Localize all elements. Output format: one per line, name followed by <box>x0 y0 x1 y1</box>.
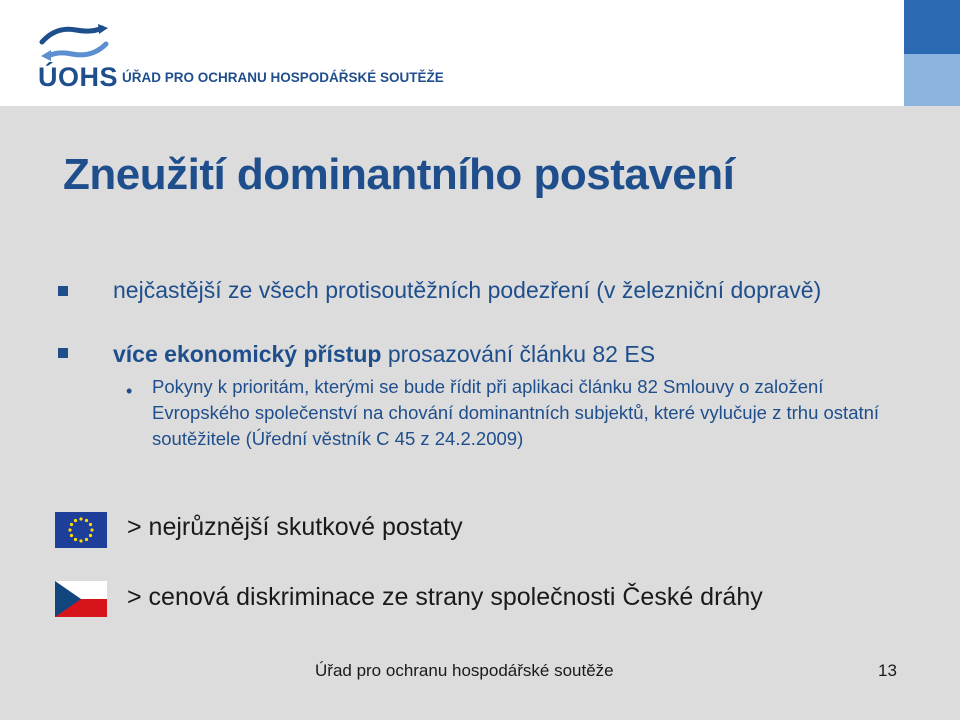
czech-flag-icon <box>55 581 107 617</box>
logo-arrows-icon <box>36 24 116 64</box>
flag-row-text-cz: > cenová diskriminace ze strany společnosti České dráhy <box>127 583 763 611</box>
bullet-square-icon <box>58 348 68 358</box>
bullet-square-icon <box>58 286 68 296</box>
eu-star-icon <box>89 534 92 537</box>
bullet-rest: prosazování článku 82 ES <box>381 341 656 367</box>
page-number: 13 <box>878 661 897 680</box>
bullet-text <box>113 339 873 369</box>
eu-star-icon <box>74 538 77 541</box>
header <box>0 0 960 106</box>
eu-star-icon <box>79 517 82 520</box>
flag-row-text-eu: > nejrůznější skutkové postaty <box>127 513 463 541</box>
eu-star-icon <box>70 523 73 526</box>
corner-block-dark <box>904 0 960 54</box>
eu-star-icon <box>85 519 88 522</box>
sub-bullet-text: Pokyny k prioritám, kterými se bude řídit při aplikaci článku 82 Smlouvy o založení Evropského společenství na chování dominantních subjektů, které vylučuje z trhu ostatní soutěžitele (Úřední věstník C 45 z 24.2.2009) <box>152 376 880 449</box>
eu-star-icon <box>68 528 71 531</box>
eu-star-icon <box>90 528 93 531</box>
eu-star-icon <box>74 519 77 522</box>
eu-star-icon <box>85 538 88 541</box>
slide-title: Zneužití dominantního postavení <box>63 150 735 199</box>
bullet-emphasis: více ekonomický přístup <box>113 341 382 367</box>
eu-flag-icon <box>55 512 107 548</box>
eu-star-icon <box>70 534 73 537</box>
logo-abbreviation: ÚOHS <box>38 62 119 92</box>
eu-star-icon <box>89 523 92 526</box>
sub-bullet-dot-icon: • <box>126 381 133 401</box>
footer-text: Úřad pro ochranu hospodářské soutěže <box>315 661 614 680</box>
eu-star-icon <box>79 539 82 542</box>
corner-block-light <box>904 54 960 106</box>
logo-office-name: ÚŘAD PRO OCHRANU HOSPODÁŘSKÉ SOUTĚŽE <box>122 70 444 85</box>
bullet-text: nejčastější ze všech protisoutěžních podezření (v železniční dopravě) <box>113 277 822 303</box>
uohs-logo <box>36 24 444 94</box>
